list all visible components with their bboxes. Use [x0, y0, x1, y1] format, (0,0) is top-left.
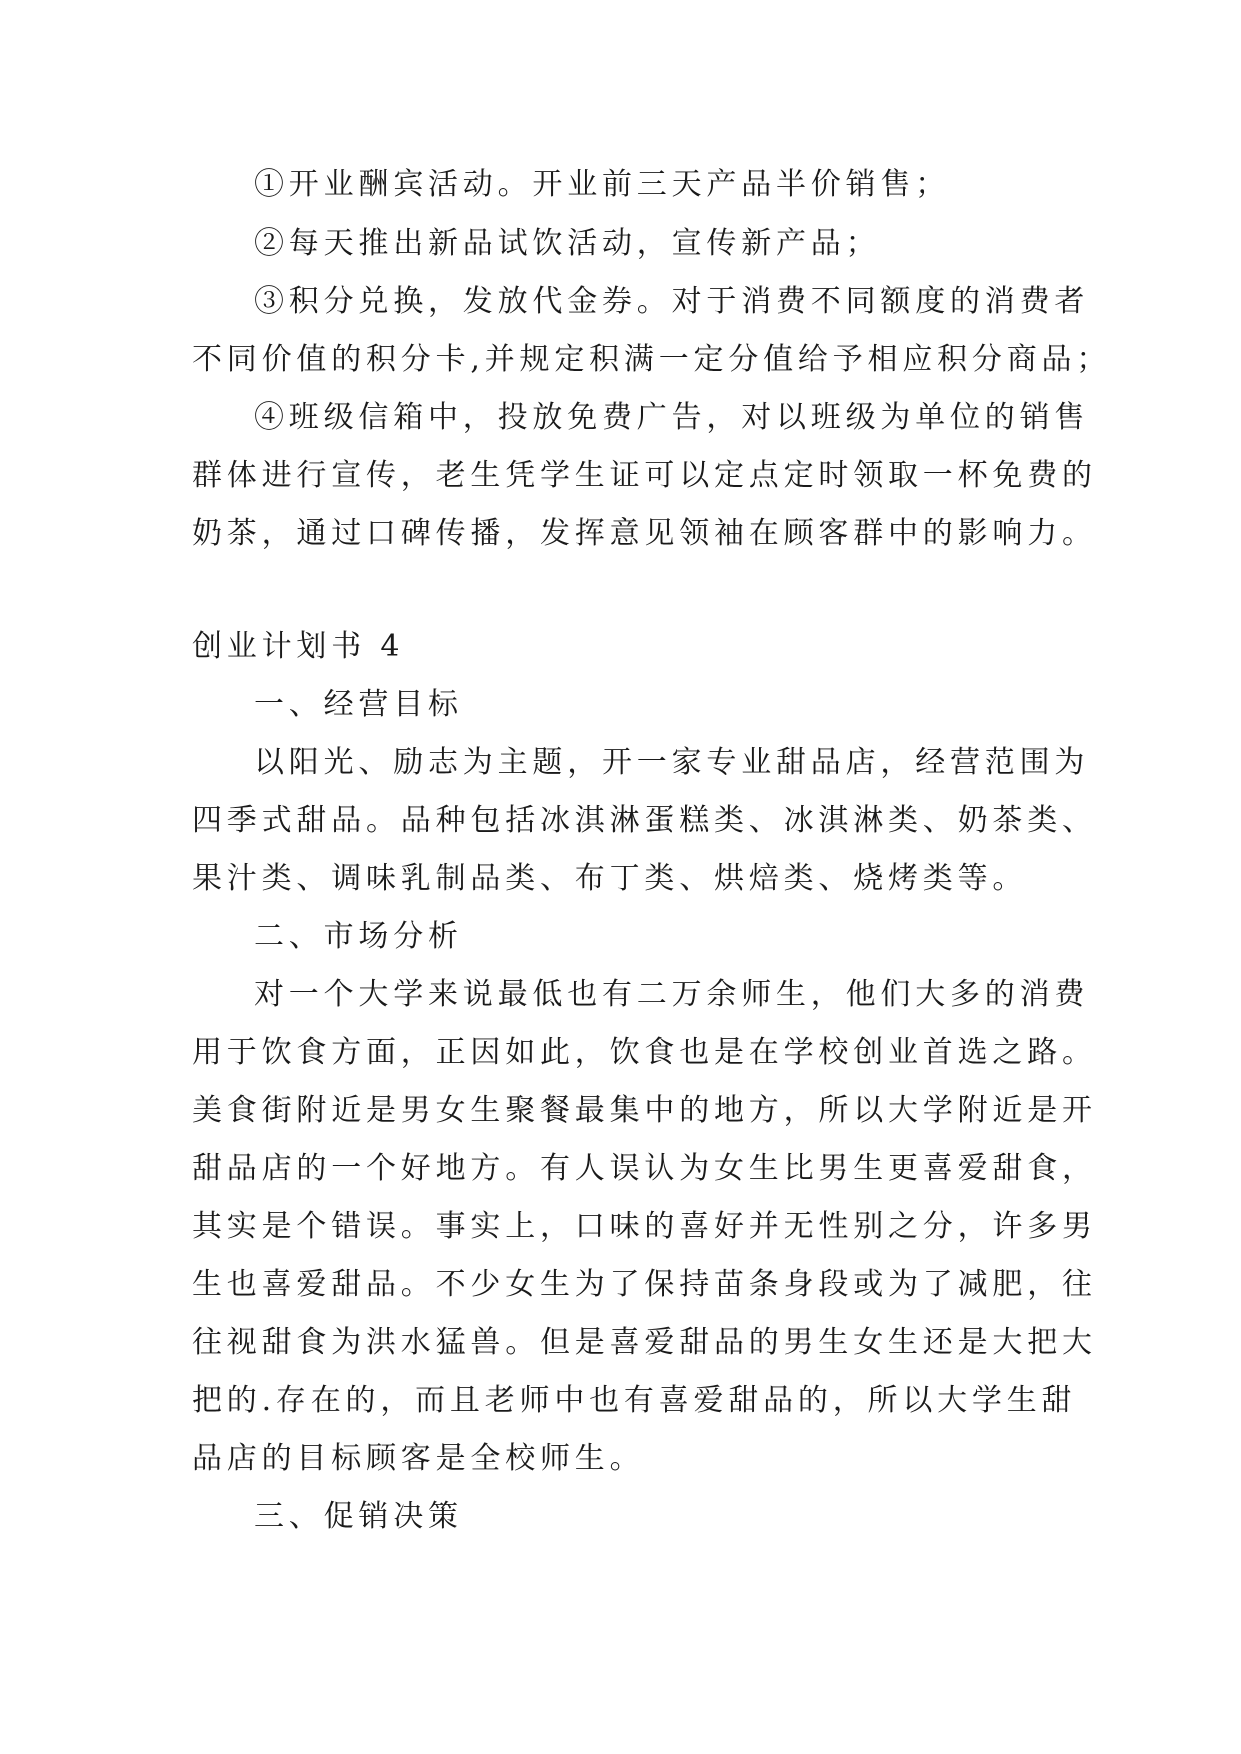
paragraph-market-7: 往视甜食为洪水猛兽。但是喜爱甜品的男生女生还是大把大 — [192, 1325, 1097, 1360]
paragraph-market-8: 把的.存在的，而且老师中也有喜爱甜品的，所以大学生甜 — [192, 1383, 1077, 1418]
section-title: 创业计划书 4 — [192, 629, 405, 664]
promo-item-4: ④班级信箱中，投放免费广告，对以班级为单位的销售 — [254, 400, 1090, 435]
promo-item-3-cont: 不同价值的积分卡,并规定积满一定分值给予相应积分商品； — [192, 342, 1112, 377]
paragraph-market-3: 美食街附近是男女生聚餐最集中的地方，所以大学附近是开 — [192, 1093, 1097, 1128]
paragraph-market-1: 对一个大学来说最低也有二万余师生，他们大多的消费 — [254, 977, 1090, 1012]
promo-item-1: ①开业酬宾活动。开业前三天产品半价销售； — [254, 167, 950, 202]
paragraph-market-6: 生也喜爱甜品。不少女生为了保持苗条身段或为了减肥，往 — [192, 1267, 1097, 1302]
promo-item-3: ③积分兑换，发放代金券。对于消费不同额度的消费者 — [254, 284, 1090, 319]
paragraph-goal-3: 果汁类、调味乳制品类、布丁类、烘焙类、烧烤类等。 — [192, 861, 1028, 896]
paragraph-goal-2: 四季式甜品。品种包括冰淇淋蛋糕类、冰淇淋类、奶茶类、 — [192, 803, 1097, 838]
paragraph-market-4: 甜品店的一个好地方。有人误认为女生比男生更喜爱甜食， — [192, 1151, 1097, 1186]
paragraph-market-5: 其实是个错误。事实上，口味的喜好并无性别之分，许多男 — [192, 1209, 1097, 1244]
promo-item-4-cont-2: 奶茶，通过口碑传播，发挥意见领袖在顾客群中的影响力。 — [192, 516, 1097, 551]
paragraph-market-2: 用于饮食方面，正因如此，饮食也是在学校创业首选之路。 — [192, 1035, 1097, 1070]
heading-business-goal: 一、经营目标 — [254, 687, 463, 722]
promo-item-2: ②每天推出新品试饮活动，宣传新产品； — [254, 226, 881, 261]
heading-market-analysis: 二、市场分析 — [254, 919, 463, 954]
paragraph-goal-1: 以阳光、励志为主题，开一家专业甜品店，经营范围为 — [254, 745, 1090, 780]
heading-promotion-decision: 三、促销决策 — [254, 1499, 463, 1534]
promo-item-4-cont-1: 群体进行宣传，老生凭学生证可以定点定时领取一杯免费的 — [192, 458, 1097, 493]
paragraph-market-9: 品店的目标顾客是全校师生。 — [192, 1441, 645, 1476]
